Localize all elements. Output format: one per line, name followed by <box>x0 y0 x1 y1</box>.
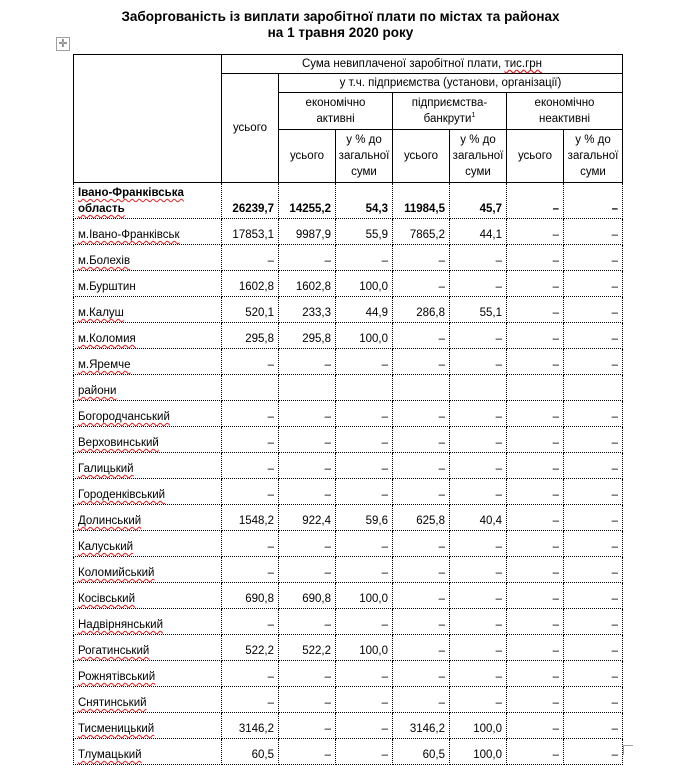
cell-active-total[interactable]: 690,8 <box>279 583 336 609</box>
cell-active-percent[interactable] <box>336 375 393 401</box>
cell-bankrupt-percent[interactable]: – <box>450 401 507 427</box>
cell-bankrupt-total[interactable]: – <box>393 687 450 713</box>
cell-inactive-total[interactable]: – <box>507 427 564 453</box>
row-label: Надвірнянський <box>78 619 164 631</box>
table-row <box>74 531 623 557</box>
row-label-cell[interactable] <box>74 583 222 609</box>
cell-bankrupt-percent[interactable]: – <box>450 323 507 349</box>
cell-bankrupt-percent[interactable]: 44,1 <box>450 219 507 245</box>
cell-bankrupt-percent[interactable]: – <box>450 609 507 635</box>
cell-total[interactable]: 690,8 <box>222 583 279 609</box>
row-label: Коломийський <box>78 567 155 579</box>
cell-active-percent[interactable]: 100,0 <box>336 583 393 609</box>
cell-inactive-percent[interactable]: – <box>564 479 623 505</box>
cell-bankrupt-total[interactable]: – <box>393 271 450 297</box>
cell-inactive-total[interactable]: – <box>507 323 564 349</box>
table-row <box>74 401 623 427</box>
cell-bankrupt-total[interactable]: 625,8 <box>393 505 450 531</box>
table-resize-handle-icon[interactable] <box>623 745 633 755</box>
row-label: м.Болехів <box>78 255 131 267</box>
cell-inactive-total[interactable]: – <box>507 183 564 219</box>
table-row <box>74 739 623 765</box>
cell-active-percent[interactable]: – <box>336 609 393 635</box>
cell-active-total[interactable]: – <box>279 401 336 427</box>
table-row <box>74 219 623 245</box>
row-label: м.Бурштин <box>78 281 136 293</box>
cell-total[interactable]: 26239,7 <box>222 183 279 219</box>
row-label: Галицький <box>78 463 134 475</box>
cell-inactive-percent[interactable] <box>564 375 623 401</box>
row-label-cell[interactable] <box>74 183 222 219</box>
cell-bankrupt-percent[interactable]: – <box>450 661 507 687</box>
cell-active-percent[interactable]: – <box>336 245 393 271</box>
cell-bankrupt-percent[interactable] <box>450 375 507 401</box>
cell-inactive-percent[interactable]: – <box>564 401 623 427</box>
cell-bankrupt-total[interactable]: – <box>393 661 450 687</box>
row-label-cell[interactable] <box>74 479 222 505</box>
header-group-bankrupt <box>393 93 507 130</box>
cell-bankrupt-total[interactable]: – <box>393 531 450 557</box>
cell-inactive-percent[interactable]: – <box>564 661 623 687</box>
cell-active-percent[interactable]: 100,0 <box>336 271 393 297</box>
cell-active-percent[interactable]: – <box>336 349 393 375</box>
row-label-cell[interactable] <box>74 219 222 245</box>
title-line-1: Заборгованість із виплати заробітної плати по містах та районах <box>121 9 560 24</box>
cell-active-total[interactable]: 14255,2 <box>279 183 336 219</box>
table-row <box>74 427 623 453</box>
table-row <box>74 271 623 297</box>
row-label-cell[interactable] <box>74 297 222 323</box>
cell-active-total[interactable]: 9987,9 <box>279 219 336 245</box>
cell-inactive-total[interactable] <box>507 375 564 401</box>
cell-total[interactable]: 1602,8 <box>222 271 279 297</box>
subheader-percent-line-2: загальної <box>338 150 390 162</box>
table-row <box>74 505 623 531</box>
cell-bankrupt-total[interactable]: – <box>393 609 450 635</box>
row-label: м.Калуш <box>78 307 124 319</box>
cell-active-percent[interactable]: – <box>336 713 393 739</box>
cell-bankrupt-percent[interactable]: – <box>450 427 507 453</box>
cell-inactive-percent[interactable]: – <box>564 609 623 635</box>
header-group-bankrupt-text: банкрути <box>423 113 472 125</box>
header-main <box>222 55 623 74</box>
row-label-cell[interactable] <box>74 635 222 661</box>
cell-inactive-total[interactable]: – <box>507 505 564 531</box>
row-label-cell[interactable] <box>74 401 222 427</box>
row-label: Івано-Франківська область <box>78 187 184 215</box>
cell-total[interactable]: – <box>222 245 279 271</box>
cell-active-total[interactable]: 922,4 <box>279 505 336 531</box>
cell-inactive-percent[interactable]: – <box>564 323 623 349</box>
document-title <box>0 9 681 41</box>
subheader-total-active: усього <box>279 130 336 183</box>
cell-bankrupt-percent[interactable]: – <box>450 479 507 505</box>
header-main-text: Сума невиплаченої заробітної плати, <box>301 58 505 70</box>
row-label-cell[interactable] <box>74 661 222 687</box>
cell-bankrupt-total[interactable]: – <box>393 245 450 271</box>
cell-total[interactable]: 17853,1 <box>222 219 279 245</box>
cell-bankrupt-percent[interactable]: – <box>450 453 507 479</box>
cell-inactive-total[interactable]: – <box>507 453 564 479</box>
row-label: Богородчанський <box>78 411 170 423</box>
cell-total[interactable]: 3146,2 <box>222 713 279 739</box>
cell-total[interactable]: – <box>222 349 279 375</box>
cell-bankrupt-total[interactable]: – <box>393 557 450 583</box>
cell-inactive-total[interactable]: – <box>507 583 564 609</box>
row-label: Калуський <box>78 541 134 553</box>
cell-total[interactable]: – <box>222 427 279 453</box>
cell-inactive-total[interactable]: – <box>507 297 564 323</box>
cell-active-total[interactable]: – <box>279 349 336 375</box>
cell-inactive-total[interactable]: – <box>507 245 564 271</box>
table-row <box>74 479 623 505</box>
wage-arrears-table <box>73 54 623 765</box>
cell-bankrupt-percent[interactable]: – <box>450 531 507 557</box>
cell-bankrupt-total[interactable] <box>393 375 450 401</box>
table-row <box>74 661 623 687</box>
subheader-percent-line-1: у % до <box>346 134 382 146</box>
cell-active-total[interactable]: – <box>279 609 336 635</box>
cell-inactive-total[interactable]: – <box>507 219 564 245</box>
cell-active-percent[interactable]: 44,9 <box>336 297 393 323</box>
subheader-percent-inactive <box>564 130 623 183</box>
cell-inactive-percent[interactable]: – <box>564 505 623 531</box>
cell-bankrupt-percent[interactable]: – <box>450 635 507 661</box>
cell-active-percent[interactable]: – <box>336 687 393 713</box>
cell-inactive-percent[interactable]: – <box>564 713 623 739</box>
header-group-active-line2: активні <box>316 113 355 125</box>
cell-active-percent[interactable]: 59,6 <box>336 505 393 531</box>
row-label: Тисменицький <box>78 723 155 735</box>
row-label-cell[interactable] <box>74 609 222 635</box>
cell-inactive-total[interactable]: – <box>507 557 564 583</box>
header-group-bankrupt-line2 <box>395 111 504 127</box>
cell-active-percent[interactable]: – <box>336 531 393 557</box>
cell-active-percent[interactable]: 100,0 <box>336 635 393 661</box>
cell-active-percent[interactable]: – <box>336 557 393 583</box>
header-corner-cell <box>74 55 222 183</box>
row-label: Городенківський <box>78 489 166 501</box>
row-label-cell[interactable] <box>74 323 222 349</box>
subheader-percent-line-1: у % до <box>460 134 496 146</box>
cell-active-total[interactable] <box>279 375 336 401</box>
cell-bankrupt-total[interactable]: 7865,2 <box>393 219 450 245</box>
cell-inactive-total[interactable]: – <box>507 401 564 427</box>
cell-bankrupt-total[interactable]: 3146,2 <box>393 713 450 739</box>
cell-inactive-percent[interactable]: – <box>564 349 623 375</box>
cell-inactive-percent[interactable]: – <box>564 531 623 557</box>
table-row <box>74 349 623 375</box>
cell-bankrupt-total[interactable]: – <box>393 323 450 349</box>
row-label-cell[interactable] <box>74 245 222 271</box>
cell-total[interactable]: 60,5 <box>222 739 279 765</box>
cell-active-total[interactable]: – <box>279 713 336 739</box>
cell-bankrupt-total[interactable]: – <box>393 635 450 661</box>
cell-bankrupt-percent[interactable]: 45,7 <box>450 183 507 219</box>
row-label: Тлумацький <box>78 749 142 761</box>
cell-inactive-percent[interactable]: – <box>564 635 623 661</box>
cell-bankrupt-percent[interactable]: 55,1 <box>450 297 507 323</box>
table-row <box>74 635 623 661</box>
subheader-percent-line-3: суми <box>580 166 606 178</box>
cell-bankrupt-percent[interactable]: – <box>450 583 507 609</box>
cell-active-total[interactable]: – <box>279 661 336 687</box>
subheader-percent-active <box>336 130 393 183</box>
cell-bankrupt-percent[interactable]: 100,0 <box>450 713 507 739</box>
row-label-cell[interactable] <box>74 375 222 401</box>
cell-total[interactable]: 520,1 <box>222 297 279 323</box>
cell-bankrupt-total[interactable]: – <box>393 453 450 479</box>
cell-active-total[interactable]: – <box>279 245 336 271</box>
cell-total[interactable]: – <box>222 609 279 635</box>
cell-active-total[interactable]: – <box>279 427 336 453</box>
table-row <box>74 183 623 219</box>
cell-bankrupt-percent[interactable]: 40,4 <box>450 505 507 531</box>
row-label-cell[interactable] <box>74 557 222 583</box>
cell-total[interactable]: – <box>222 531 279 557</box>
row-label-cell[interactable] <box>74 505 222 531</box>
cell-bankrupt-total[interactable]: – <box>393 401 450 427</box>
cell-bankrupt-percent[interactable]: – <box>450 245 507 271</box>
cell-total[interactable]: – <box>222 401 279 427</box>
cell-inactive-total[interactable]: – <box>507 687 564 713</box>
cell-total[interactable]: 522,2 <box>222 635 279 661</box>
cell-inactive-total[interactable]: – <box>507 531 564 557</box>
row-label: Косівський <box>78 593 136 605</box>
cell-inactive-total[interactable]: – <box>507 609 564 635</box>
cell-active-percent[interactable]: – <box>336 661 393 687</box>
cell-inactive-percent[interactable]: – <box>564 687 623 713</box>
cell-total[interactable]: – <box>222 453 279 479</box>
row-label-cell[interactable] <box>74 427 222 453</box>
cell-active-percent[interactable]: – <box>336 427 393 453</box>
cell-active-total[interactable]: 522,2 <box>279 635 336 661</box>
cell-total[interactable]: – <box>222 661 279 687</box>
title-line-2: на 1 травня 2020 року <box>267 25 414 40</box>
subheader-total-bankrupt: усього <box>393 130 450 183</box>
header-group-inactive-line2: неактивні <box>538 113 590 125</box>
cell-bankrupt-total[interactable]: 11984,5 <box>393 183 450 219</box>
cell-total[interactable]: 1548,2 <box>222 505 279 531</box>
subheader-percent-line-3: суми <box>351 166 377 178</box>
row-label: Долинський <box>78 515 142 527</box>
cell-inactive-percent[interactable]: – <box>564 453 623 479</box>
cell-active-total[interactable]: – <box>279 531 336 557</box>
row-label: Снятинський <box>78 697 147 709</box>
cell-bankrupt-total[interactable]: – <box>393 349 450 375</box>
cell-total[interactable]: – <box>222 479 279 505</box>
row-label: Верховинський <box>78 437 159 449</box>
cell-bankrupt-total[interactable]: 60,5 <box>393 739 450 765</box>
cell-inactive-percent[interactable]: – <box>564 297 623 323</box>
cell-total[interactable]: 295,8 <box>222 323 279 349</box>
cell-inactive-percent[interactable]: – <box>564 219 623 245</box>
table-row <box>74 323 623 349</box>
cell-inactive-percent[interactable]: – <box>564 245 623 271</box>
header-including: у т.ч. підприємства (установи, організації) <box>279 74 623 93</box>
cell-active-percent[interactable]: 54,3 <box>336 183 393 219</box>
table-row <box>74 609 623 635</box>
cell-bankrupt-total[interactable]: 286,8 <box>393 297 450 323</box>
cell-inactive-total[interactable]: – <box>507 661 564 687</box>
header-group-active-line1: економічно <box>305 97 366 109</box>
cell-active-total[interactable]: 233,3 <box>279 297 336 323</box>
cell-inactive-percent[interactable]: – <box>564 739 623 765</box>
table-row <box>74 557 623 583</box>
cell-active-total[interactable]: – <box>279 479 336 505</box>
row-label: райони <box>78 385 117 397</box>
row-label-cell[interactable] <box>74 453 222 479</box>
row-label: Рожнятівський <box>78 671 156 683</box>
cell-bankrupt-percent[interactable]: 100,0 <box>450 739 507 765</box>
header-group-active <box>279 93 393 130</box>
row-label-cell[interactable] <box>74 739 222 765</box>
row-label-cell[interactable] <box>74 349 222 375</box>
header-group-bankrupt-line1: підприємства- <box>411 97 488 109</box>
table-row <box>74 453 623 479</box>
cell-active-percent[interactable]: – <box>336 739 393 765</box>
cell-inactive-total[interactable]: – <box>507 271 564 297</box>
row-label-cell[interactable] <box>74 713 222 739</box>
row-label: м.Коломия <box>78 333 136 345</box>
subheader-percent-line-1: у % до <box>575 134 611 146</box>
cell-active-percent[interactable]: 100,0 <box>336 323 393 349</box>
row-label-cell[interactable] <box>74 271 222 297</box>
table-row <box>74 583 623 609</box>
cell-active-total[interactable]: 1602,8 <box>279 271 336 297</box>
cell-inactive-total[interactable]: – <box>507 739 564 765</box>
row-label: Рогатинський <box>78 645 150 657</box>
table-move-handle-icon[interactable]: ✛ <box>56 37 70 51</box>
subheader-total-inactive: усього <box>507 130 564 183</box>
cell-active-percent[interactable]: – <box>336 401 393 427</box>
table-row <box>74 297 623 323</box>
cell-inactive-total[interactable]: – <box>507 479 564 505</box>
subheader-percent-line-2: загальної <box>567 150 619 162</box>
row-label: м.Яремче <box>78 359 131 371</box>
table-row <box>74 375 623 401</box>
row-label: м.Івано-Франківськ <box>78 229 180 241</box>
cell-active-total[interactable]: – <box>279 739 336 765</box>
header-group-inactive-line1: економічно <box>534 97 595 109</box>
cell-total[interactable]: – <box>222 687 279 713</box>
cell-inactive-total[interactable]: – <box>507 635 564 661</box>
cell-bankrupt-total[interactable]: – <box>393 583 450 609</box>
header-main-unit: тис.грн <box>504 58 543 70</box>
cell-inactive-percent[interactable]: – <box>564 183 623 219</box>
cell-bankrupt-percent[interactable]: – <box>450 271 507 297</box>
row-label-cell[interactable] <box>74 687 222 713</box>
cell-inactive-percent[interactable]: – <box>564 271 623 297</box>
cell-inactive-total[interactable]: – <box>507 349 564 375</box>
header-group-inactive <box>507 93 623 130</box>
cell-inactive-percent[interactable]: – <box>564 427 623 453</box>
row-label-cell[interactable] <box>74 531 222 557</box>
cell-active-percent[interactable]: – <box>336 479 393 505</box>
cell-active-total[interactable]: – <box>279 687 336 713</box>
cell-active-total[interactable]: 295,8 <box>279 323 336 349</box>
footnote-marker: 1 <box>471 112 476 120</box>
cell-active-percent[interactable]: – <box>336 453 393 479</box>
cell-inactive-percent[interactable]: – <box>564 557 623 583</box>
cell-total[interactable] <box>222 375 279 401</box>
table-row <box>74 713 623 739</box>
header-total: усього <box>222 74 279 183</box>
cell-bankrupt-percent[interactable]: – <box>450 687 507 713</box>
cell-active-total[interactable]: – <box>279 453 336 479</box>
subheader-percent-bankrupt <box>450 130 507 183</box>
cell-active-percent[interactable]: 55,9 <box>336 219 393 245</box>
table-row <box>74 245 623 271</box>
subheader-percent-line-2: загальної <box>452 150 504 162</box>
cell-inactive-percent[interactable]: – <box>564 583 623 609</box>
table-row <box>74 687 623 713</box>
cell-bankrupt-total[interactable]: – <box>393 479 450 505</box>
cell-inactive-total[interactable]: – <box>507 713 564 739</box>
cell-bankrupt-percent[interactable]: – <box>450 557 507 583</box>
cell-total[interactable]: – <box>222 557 279 583</box>
cell-bankrupt-percent[interactable]: – <box>450 349 507 375</box>
cell-bankrupt-total[interactable]: – <box>393 427 450 453</box>
cell-active-total[interactable]: – <box>279 557 336 583</box>
subheader-percent-line-3: суми <box>465 166 491 178</box>
